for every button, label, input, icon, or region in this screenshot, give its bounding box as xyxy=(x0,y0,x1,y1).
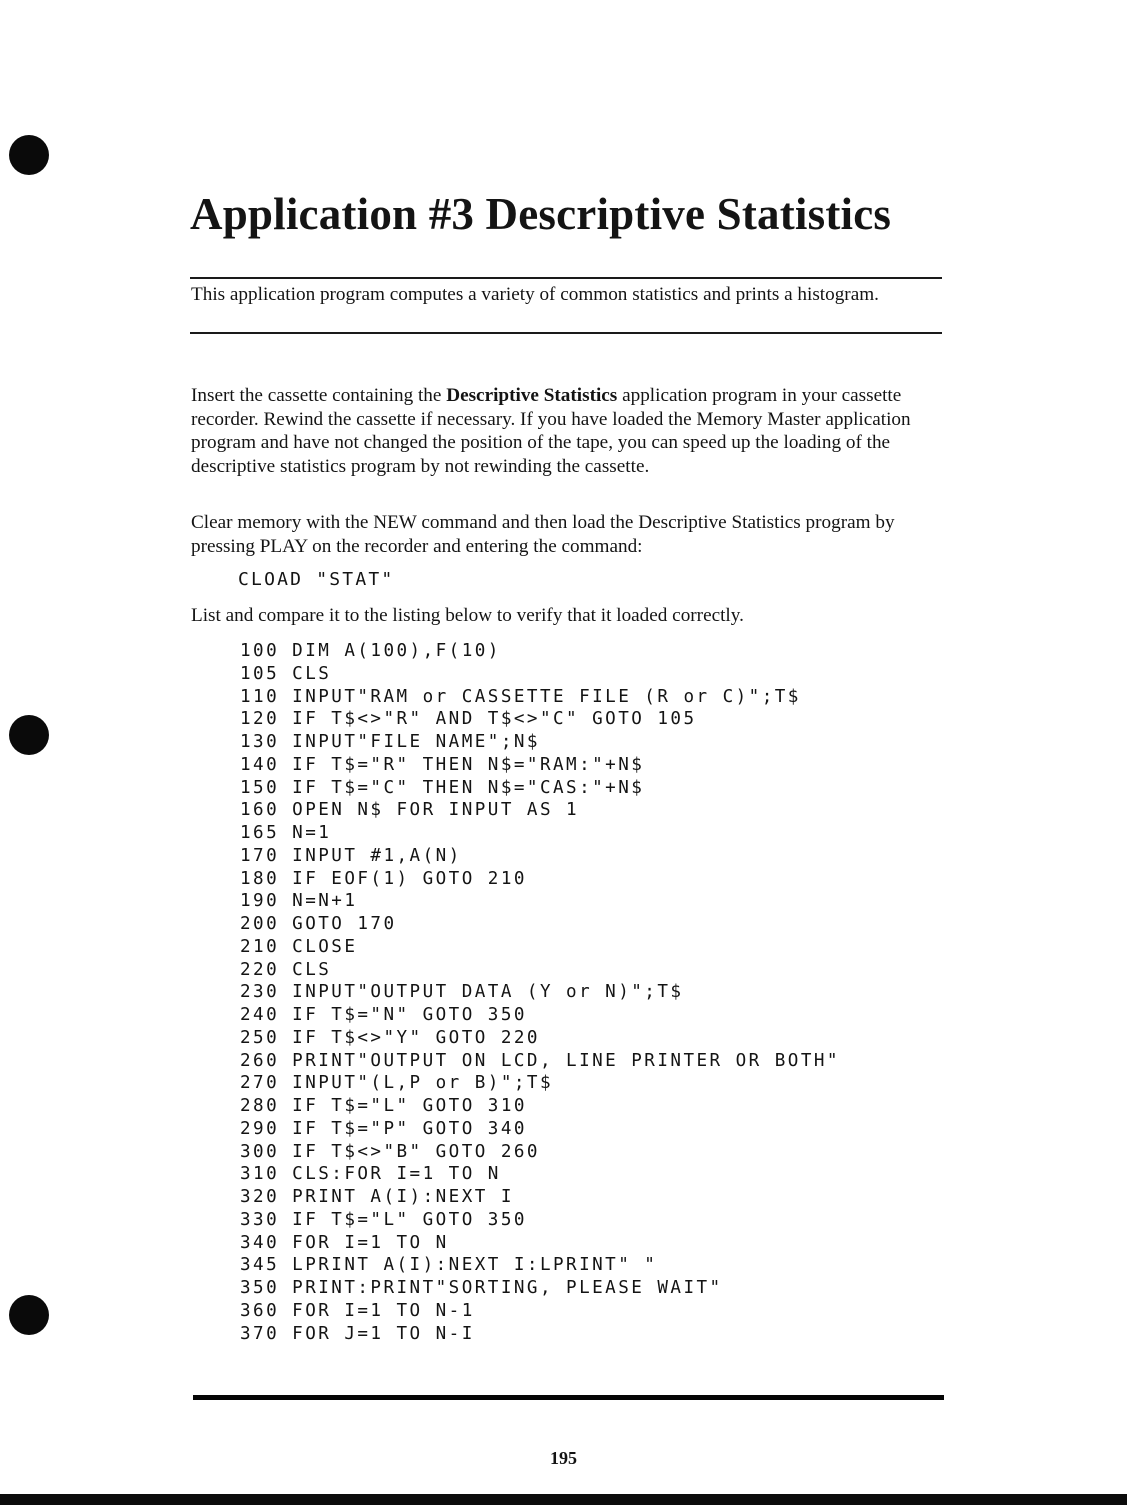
code-line: 220 CLS xyxy=(240,959,332,980)
page-number: 195 xyxy=(550,1448,577,1468)
code-line: 190 N=N+1 xyxy=(240,891,358,912)
code-line: 170 INPUT #1,A(N) xyxy=(240,845,462,866)
code-line: 105 CLS xyxy=(240,663,332,684)
paragraph-list-compare: List and compare it to the listing below to verify that it loaded correctly. xyxy=(191,605,744,626)
binder-hole xyxy=(9,715,49,755)
code-line: 320 PRINT A(I):NEXT I xyxy=(240,1187,514,1207)
cload-command: CLOAD "STAT" xyxy=(238,569,395,590)
page-title: Application #3 Descriptive Statistics xyxy=(190,189,892,239)
code-line: 120 IF T$<>"R" AND T$<>"C" GOTO 105 xyxy=(240,709,697,730)
code-line: 180 IF EOF(1) GOTO 210 xyxy=(240,868,527,889)
code-line: 160 OPEN N$ FOR INPUT AS 1 xyxy=(240,800,580,821)
code-line: 280 IF T$="L" GOTO 310 xyxy=(240,1096,527,1116)
code-line: 165 N=1 xyxy=(240,823,332,843)
program-name-bold: Descriptive Statistics xyxy=(446,385,618,406)
paragraph-text: Insert the cassette containing the xyxy=(191,385,447,406)
paragraph-clear-memory: Clear memory with the NEW command and then load the Descriptive Statistics program by pressing PLAY on the recorder and entering the command: xyxy=(191,512,895,557)
code-line: 150 IF T$="C" THEN N$="CAS:"+N$ xyxy=(240,777,645,798)
code-line: 100 DIM A(100),F(10) xyxy=(240,641,501,661)
footer-rule xyxy=(193,1395,944,1400)
code-line: 360 FOR I=1 TO N-1 xyxy=(240,1300,475,1321)
scan-edge-band xyxy=(0,1494,1127,1505)
code-line: 310 CLS:FOR I=1 TO N xyxy=(240,1164,501,1185)
code-line: 345 LPRINT A(I):NEXT I:LPRINT" " xyxy=(240,1255,658,1276)
code-line: 140 IF T$="R" THEN N$="RAM:"+N$ xyxy=(240,754,645,775)
code-line: 260 PRINT"OUTPUT ON LCD, LINE PRINTER OR BOTH" xyxy=(240,1050,840,1071)
code-line: 270 INPUT"(L,P or B)";T$ xyxy=(240,1073,554,1094)
paragraph-text: application program in your cassette recorder. Rewind the cassette if necessary. If you have loaded the Memory Master application program and have not changed the position of the tape, you can speed up the loading of the descriptive statistics program by not rewinding the cassette. xyxy=(191,385,911,477)
basic-program-listing xyxy=(240,640,840,1345)
code-line: 350 PRINT:PRINT"SORTING, PLEASE WAIT" xyxy=(240,1278,723,1298)
code-line: 240 IF T$="N" GOTO 350 xyxy=(240,1005,527,1025)
paragraph-insert-cassette xyxy=(191,384,926,478)
code-line: 250 IF T$<>"Y" GOTO 220 xyxy=(240,1027,540,1048)
code-line: 230 INPUT"OUTPUT DATA (Y or N)";T$ xyxy=(240,982,684,1003)
code-line: 370 FOR J=1 TO N-I xyxy=(240,1323,475,1344)
divider-top xyxy=(190,277,942,279)
code-line: 130 INPUT"FILE NAME";N$ xyxy=(240,732,540,752)
binder-hole xyxy=(9,135,49,175)
code-line: 210 CLOSE xyxy=(240,936,358,957)
code-line: 330 IF T$="L" GOTO 350 xyxy=(240,1209,527,1230)
code-line: 110 INPUT"RAM or CASSETTE FILE (R or C)";T$ xyxy=(240,686,801,707)
summary-text: This application program computes a variety of common statistics and prints a histogram. xyxy=(191,284,879,305)
binder-hole xyxy=(9,1295,49,1335)
code-line: 200 GOTO 170 xyxy=(240,914,397,934)
code-line: 300 IF T$<>"B" GOTO 260 xyxy=(240,1141,540,1162)
divider-bottom xyxy=(190,332,942,334)
code-line: 340 FOR I=1 TO N xyxy=(240,1232,449,1253)
code-line: 290 IF T$="P" GOTO 340 xyxy=(240,1118,527,1139)
